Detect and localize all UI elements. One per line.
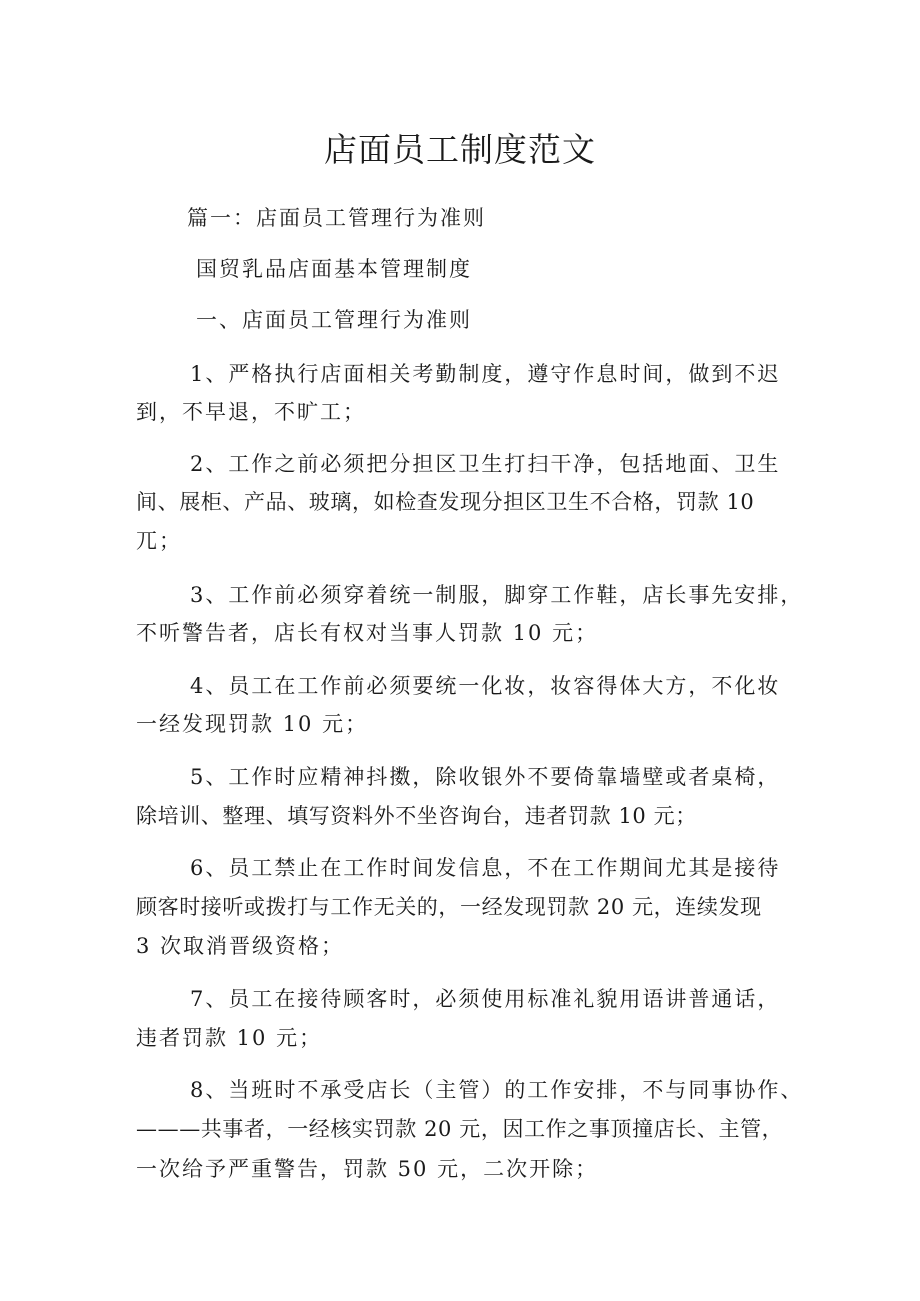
chapter-heading: 一、店面员工管理行为准则: [196, 308, 472, 332]
paragraph-line: 到，不早退，不旷工；: [136, 400, 366, 424]
paragraph-line: 兀；: [136, 529, 182, 553]
paragraph-line: 3 次取消晋级资格；: [136, 934, 345, 958]
section-heading: 篇一：店面员工管理行为准则: [187, 206, 486, 230]
paragraph-line: 2、工作之前必须把分担区卫生打扫干净，包括地面、卫生: [190, 452, 781, 476]
paragraph-line: 除培训、整理、填写资料外不坐咨询台，违者罚款 10 元；: [136, 804, 697, 828]
paragraph-line: 顾客时接听或拨打与工作无关的，一经发现罚款 20 元，连续发现: [136, 895, 762, 919]
paragraph-line: 6、员工禁止在工作时间发信息，不在工作期间尤其是接待: [190, 856, 781, 880]
paragraph-line: 一次给予严重警告，罚款 50 元，二次开除；: [136, 1157, 599, 1181]
paragraph-line: 一经发现罚款 10 元；: [136, 712, 369, 736]
paragraph-line: 8、当班时不承受店长（主管）的工作安排，不与同事协作、: [190, 1078, 804, 1102]
paragraph-line: 5、工作时应精神抖擞，除收银外不要倚靠墙壁或者桌椅，: [190, 765, 781, 789]
paragraph-line: 间、展柜、产品、玻璃，如检查发现分担区卫生不合格，罚款 10: [136, 490, 755, 514]
company-title: 国贸乳品店面基本管理制度: [196, 257, 472, 281]
paragraph-line: 3、工作前必须穿着统一制服，脚穿工作鞋，店长事先安排，: [190, 583, 804, 607]
document-title: 店面员工制度范文: [324, 130, 596, 169]
paragraph-line: 违者罚款 10 元；: [136, 1026, 323, 1050]
paragraph-line: ———共事者，一经核实罚款 20 元，因工作之事顶撞店长、主管，: [136, 1117, 784, 1141]
paragraph-line: 4、员工在工作前必须要统一化妆，妆容得体大方，不化妆: [190, 674, 781, 698]
paragraph-line: 7、员工在接待顾客时，必须使用标准礼貌用语讲普通话，: [190, 987, 781, 1011]
paragraph-line: 不听警告者，店长有权对当事人罚款 10 元；: [136, 621, 599, 645]
paragraph-line: 1、严格执行店面相关考勤制度，遵守作息时间，做到不迟: [190, 362, 781, 386]
